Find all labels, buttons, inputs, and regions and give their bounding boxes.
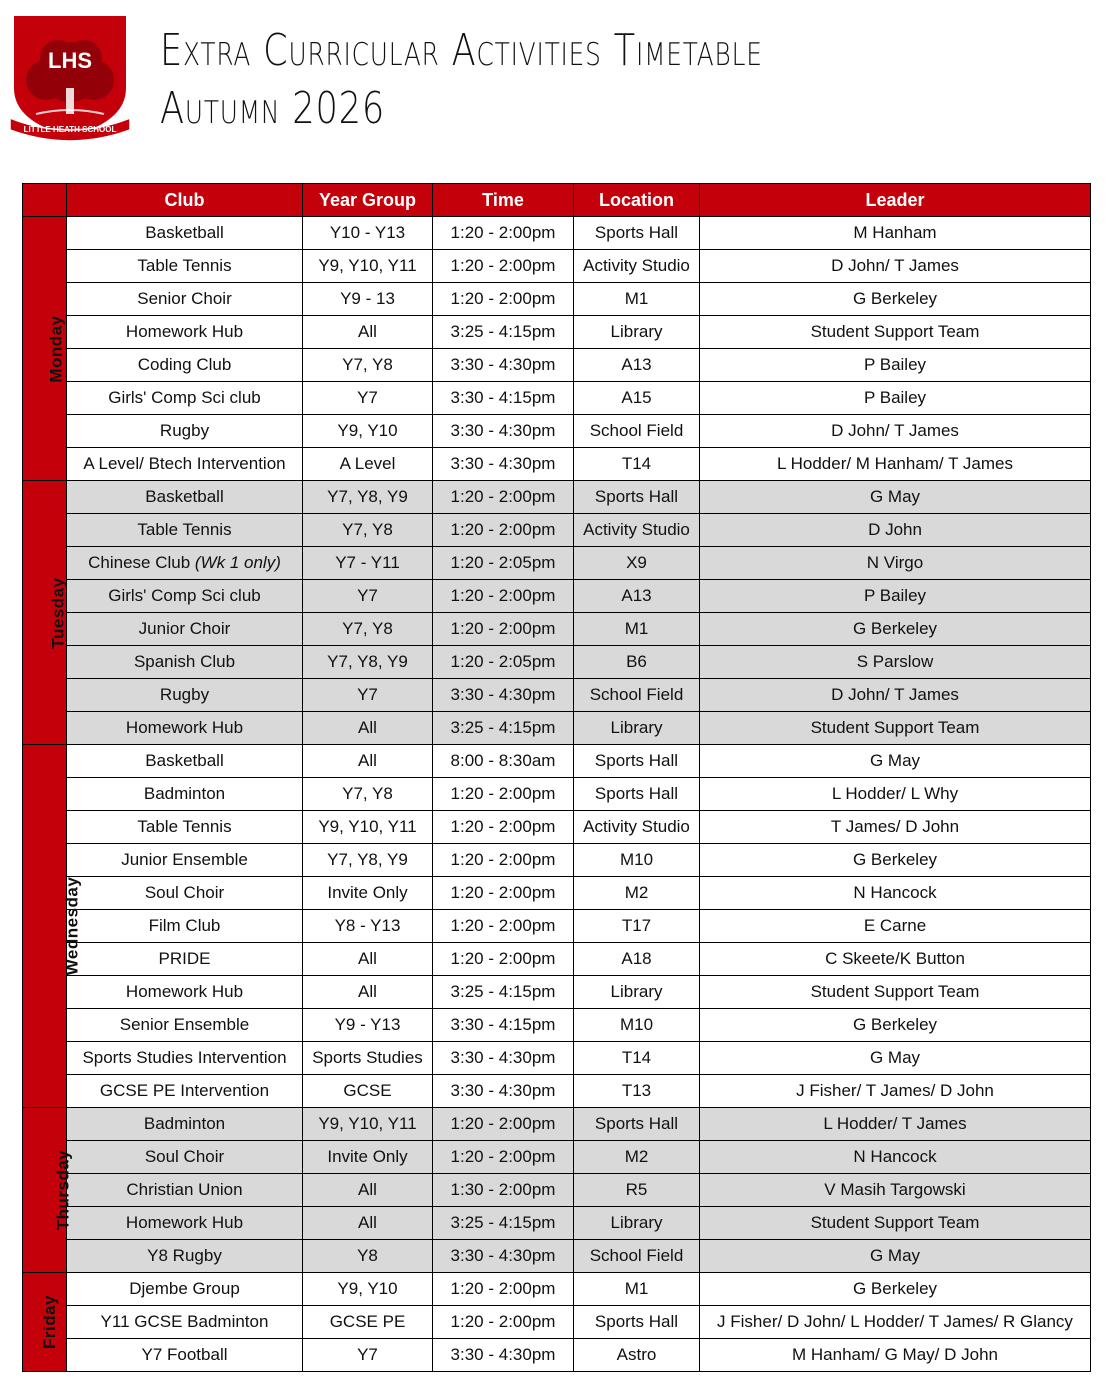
cell-year-group: A Level: [303, 448, 433, 481]
cell-leader: P Bailey: [700, 349, 1091, 382]
club-name: Homework Hub: [125, 322, 244, 341]
cell-year-group: Y7: [303, 580, 433, 613]
cell-leader: D John/ T James: [700, 250, 1091, 283]
cell-time: 1:20 - 2:00pm: [433, 283, 574, 316]
cell-leader: N Hancock: [700, 1141, 1091, 1174]
club-name: Homework Hub: [125, 982, 244, 1001]
cell-time: 3:30 - 4:30pm: [433, 1339, 574, 1372]
cell-club: [67, 514, 303, 547]
cell-leader: G Berkeley: [700, 1273, 1091, 1306]
club-name: Y7 Football: [141, 1345, 228, 1364]
title-line-1: Extra Curricular Activities Timetable: [160, 25, 763, 76]
cell-leader: G Berkeley: [700, 844, 1091, 877]
header-row: [23, 184, 1091, 217]
club-name: Soul Choir: [144, 883, 225, 902]
table-row: [23, 1108, 1091, 1141]
club-name: Homework Hub: [125, 718, 244, 737]
cell-year-group: Y7, Y8: [303, 514, 433, 547]
day-label-text: Monday: [46, 314, 66, 383]
cell-time: 3:25 - 4:15pm: [433, 976, 574, 1009]
club-name: Junior Choir: [138, 619, 231, 638]
logo-initials: LHS: [48, 48, 92, 73]
club-name: Chinese Club: [88, 553, 191, 572]
cell-time: 1:20 - 2:00pm: [433, 481, 574, 514]
cell-location: School Field: [574, 1240, 700, 1273]
cell-club: [67, 481, 303, 514]
cell-time: 1:20 - 2:00pm: [433, 1306, 574, 1339]
club-name: A Level/ Btech Intervention: [83, 454, 286, 473]
header-year-group: Year Group: [303, 184, 433, 217]
cell-club: [67, 349, 303, 382]
table-row: [23, 679, 1091, 712]
cell-club: [67, 283, 303, 316]
cell-time: 1:20 - 2:00pm: [433, 613, 574, 646]
table-row: [23, 547, 1091, 580]
table-row: [23, 580, 1091, 613]
cell-club: [67, 1042, 303, 1075]
page-title: [160, 22, 913, 138]
cell-leader: C Skeete/K Button: [700, 943, 1091, 976]
cell-leader: D John: [700, 514, 1091, 547]
table-row: [23, 1009, 1091, 1042]
cell-location: Sports Hall: [574, 1108, 700, 1141]
cell-year-group: Y7, Y8, Y9: [303, 844, 433, 877]
cell-year-group: Y7, Y8, Y9: [303, 481, 433, 514]
cell-year-group: Y10 - Y13: [303, 217, 433, 250]
cell-location: A15: [574, 382, 700, 415]
cell-leader: G Berkeley: [700, 613, 1091, 646]
cell-time: 3:30 - 4:30pm: [433, 1042, 574, 1075]
table-row: [23, 877, 1091, 910]
cell-leader: M Hanham/ G May/ D John: [700, 1339, 1091, 1372]
table-row: [23, 1042, 1091, 1075]
cell-time: 1:20 - 2:00pm: [433, 778, 574, 811]
cell-club: [67, 1240, 303, 1273]
cell-club: [67, 877, 303, 910]
cell-club: [67, 910, 303, 943]
cell-year-group: Sports Studies: [303, 1042, 433, 1075]
table-row: [23, 415, 1091, 448]
table-row: [23, 976, 1091, 1009]
title-line-2: Autumn 2026: [160, 83, 386, 134]
school-logo: [6, 10, 134, 140]
cell-location: Sports Hall: [574, 217, 700, 250]
cell-year-group: All: [303, 316, 433, 349]
table-row: [23, 481, 1091, 514]
cell-club: [67, 1141, 303, 1174]
cell-leader: P Bailey: [700, 580, 1091, 613]
cell-time: 3:30 - 4:15pm: [433, 1009, 574, 1042]
cell-location: T14: [574, 1042, 700, 1075]
cell-club: [67, 1075, 303, 1108]
cell-club: [67, 382, 303, 415]
cell-club: [67, 1108, 303, 1141]
table-row: [23, 1207, 1091, 1240]
club-name: Table Tennis: [137, 256, 232, 275]
cell-time: 1:20 - 2:00pm: [433, 1108, 574, 1141]
cell-time: 1:20 - 2:00pm: [433, 217, 574, 250]
table-row: [23, 646, 1091, 679]
cell-time: 3:25 - 4:15pm: [433, 712, 574, 745]
cell-time: 3:30 - 4:30pm: [433, 349, 574, 382]
cell-year-group: Y7, Y8: [303, 349, 433, 382]
cell-location: A18: [574, 943, 700, 976]
cell-year-group: Invite Only: [303, 877, 433, 910]
cell-year-group: Y7: [303, 1339, 433, 1372]
cell-location: M10: [574, 844, 700, 877]
cell-time: 3:30 - 4:30pm: [433, 1075, 574, 1108]
cell-leader: G May: [700, 481, 1091, 514]
table-row: [23, 349, 1091, 382]
header-corner: [23, 184, 67, 217]
cell-leader: V Masih Targowski: [700, 1174, 1091, 1207]
cell-leader: P Bailey: [700, 382, 1091, 415]
cell-location: Sports Hall: [574, 1306, 700, 1339]
club-name: Basketball: [145, 487, 224, 506]
table-row: [23, 811, 1091, 844]
club-name: Badminton: [143, 1114, 226, 1133]
cell-leader: G Berkeley: [700, 283, 1091, 316]
cell-leader: M Hanham: [700, 217, 1091, 250]
table-row: [23, 1339, 1091, 1372]
cell-year-group: Y7 - Y11: [303, 547, 433, 580]
cell-year-group: All: [303, 1207, 433, 1240]
club-name: Y8 Rugby: [147, 1246, 222, 1265]
club-name: Film Club: [148, 916, 221, 935]
day-label-text: Tuesday: [48, 576, 68, 649]
table-row: [23, 283, 1091, 316]
club-name: Soul Choir: [144, 1147, 225, 1166]
cell-time: 1:20 - 2:05pm: [433, 547, 574, 580]
cell-leader: Student Support Team: [700, 1207, 1091, 1240]
cell-leader: N Virgo: [700, 547, 1091, 580]
cell-time: 1:20 - 2:00pm: [433, 1273, 574, 1306]
day-label-text: Wednesday: [62, 876, 82, 976]
club-name: Homework Hub: [125, 1213, 244, 1232]
cell-location: R5: [574, 1174, 700, 1207]
cell-time: 1:20 - 2:00pm: [433, 910, 574, 943]
table-row: [23, 316, 1091, 349]
table-row: [23, 844, 1091, 877]
cell-club: [67, 646, 303, 679]
cell-location: T13: [574, 1075, 700, 1108]
cell-year-group: Invite Only: [303, 1141, 433, 1174]
table-row: [23, 613, 1091, 646]
cell-location: M1: [574, 283, 700, 316]
cell-year-group: Y9, Y10: [303, 415, 433, 448]
day-label-tuesday: [23, 481, 67, 745]
cell-time: 1:20 - 2:00pm: [433, 580, 574, 613]
table-row: [23, 712, 1091, 745]
cell-year-group: GCSE: [303, 1075, 433, 1108]
club-name: Girls' Comp Sci club: [108, 586, 261, 605]
club-name: GCSE PE Intervention: [99, 1081, 270, 1100]
cell-club: [67, 976, 303, 1009]
cell-location: Sports Hall: [574, 481, 700, 514]
header-location: Location: [574, 184, 700, 217]
cell-location: M10: [574, 1009, 700, 1042]
cell-year-group: Y9, Y10, Y11: [303, 1108, 433, 1141]
club-name: Rugby: [159, 421, 210, 440]
cell-time: 1:20 - 2:05pm: [433, 646, 574, 679]
cell-club: [67, 712, 303, 745]
cell-time: 1:20 - 2:00pm: [433, 514, 574, 547]
cell-location: Library: [574, 976, 700, 1009]
cell-leader: L Hodder/ L Why: [700, 778, 1091, 811]
day-label-text: Friday: [40, 1294, 60, 1350]
cell-leader: Student Support Team: [700, 976, 1091, 1009]
cell-year-group: Y7: [303, 679, 433, 712]
cell-location: Activity Studio: [574, 811, 700, 844]
cell-leader: D John/ T James: [700, 679, 1091, 712]
club-name: Djembe Group: [129, 1279, 240, 1298]
cell-location: M1: [574, 1273, 700, 1306]
cell-location: T14: [574, 448, 700, 481]
cell-club: [67, 1009, 303, 1042]
cell-year-group: Y9 - Y13: [303, 1009, 433, 1042]
cell-year-group: Y9, Y10, Y11: [303, 250, 433, 283]
club-name: Table Tennis: [137, 817, 232, 836]
cell-club: [67, 679, 303, 712]
cell-club: [67, 580, 303, 613]
cell-time: 3:30 - 4:30pm: [433, 679, 574, 712]
cell-location: School Field: [574, 415, 700, 448]
cell-location: B6: [574, 646, 700, 679]
cell-leader: G Berkeley: [700, 1009, 1091, 1042]
cell-location: School Field: [574, 679, 700, 712]
cell-year-group: Y7, Y8: [303, 778, 433, 811]
cell-time: 3:30 - 4:30pm: [433, 415, 574, 448]
cell-leader: S Parslow: [700, 646, 1091, 679]
cell-leader: G May: [700, 745, 1091, 778]
day-label-monday: [23, 217, 67, 481]
cell-leader: Student Support Team: [700, 712, 1091, 745]
cell-year-group: Y9, Y10, Y11: [303, 811, 433, 844]
cell-club: [67, 448, 303, 481]
cell-location: Sports Hall: [574, 745, 700, 778]
cell-time: 1:20 - 2:00pm: [433, 250, 574, 283]
cell-club: [67, 316, 303, 349]
timetable-body: [23, 217, 1091, 1372]
cell-club: [67, 1273, 303, 1306]
cell-club: [67, 547, 303, 580]
timetable: [22, 183, 1091, 1372]
club-name: PRIDE: [158, 949, 211, 968]
cell-club: [67, 943, 303, 976]
cell-leader: D John/ T James: [700, 415, 1091, 448]
cell-club: [67, 778, 303, 811]
table-row: [23, 1273, 1091, 1306]
cell-club: [67, 250, 303, 283]
cell-location: M2: [574, 1141, 700, 1174]
cell-year-group: Y7, Y8, Y9: [303, 646, 433, 679]
cell-time: 1:20 - 2:00pm: [433, 844, 574, 877]
club-name: Badminton: [143, 784, 226, 803]
cell-club: [67, 1339, 303, 1372]
table-row: [23, 745, 1091, 778]
cell-leader: G May: [700, 1240, 1091, 1273]
cell-leader: Student Support Team: [700, 316, 1091, 349]
cell-time: 1:20 - 2:00pm: [433, 877, 574, 910]
table-row: [23, 448, 1091, 481]
cell-location: Library: [574, 712, 700, 745]
club-name: Junior Ensemble: [121, 850, 248, 869]
cell-club: [67, 844, 303, 877]
cell-location: A13: [574, 580, 700, 613]
club-name: Y11 GCSE Badminton: [100, 1312, 269, 1331]
cell-year-group: All: [303, 745, 433, 778]
cell-club: [67, 745, 303, 778]
club-name: Spanish Club: [133, 652, 236, 671]
table-row: [23, 1141, 1091, 1174]
cell-time: 8:00 - 8:30am: [433, 745, 574, 778]
cell-year-group: All: [303, 1174, 433, 1207]
table-row: [23, 217, 1091, 250]
cell-time: 3:30 - 4:30pm: [433, 1240, 574, 1273]
cell-leader: J Fisher/ D John/ L Hodder/ T James/ R Glancy: [700, 1306, 1091, 1339]
cell-leader: L Hodder/ M Hanham/ T James: [700, 448, 1091, 481]
club-note: (Wk 1 only): [194, 553, 281, 572]
day-label-text: Thursday: [53, 1149, 73, 1231]
table-row: [23, 1075, 1091, 1108]
cell-leader: L Hodder/ T James: [700, 1108, 1091, 1141]
table-row: [23, 250, 1091, 283]
cell-club: [67, 613, 303, 646]
cell-time: 1:20 - 2:00pm: [433, 1141, 574, 1174]
cell-location: M2: [574, 877, 700, 910]
cell-time: 1:20 - 2:00pm: [433, 811, 574, 844]
table-row: [23, 1306, 1091, 1339]
cell-location: M1: [574, 613, 700, 646]
cell-year-group: Y9 - 13: [303, 283, 433, 316]
club-name: Girls' Comp Sci club: [108, 388, 261, 407]
cell-club: [67, 217, 303, 250]
cell-leader: N Hancock: [700, 877, 1091, 910]
table-row: [23, 382, 1091, 415]
header-leader: Leader: [700, 184, 1091, 217]
cell-leader: J Fisher/ T James/ D John: [700, 1075, 1091, 1108]
cell-year-group: Y7: [303, 382, 433, 415]
cell-year-group: All: [303, 976, 433, 1009]
cell-year-group: Y8: [303, 1240, 433, 1273]
club-name: Table Tennis: [137, 520, 232, 539]
cell-club: [67, 1306, 303, 1339]
club-name: Rugby: [159, 685, 210, 704]
club-name: Senior Choir: [137, 289, 232, 308]
cell-leader: T James/ D John: [700, 811, 1091, 844]
cell-location: A13: [574, 349, 700, 382]
header-time: Time: [433, 184, 574, 217]
club-name: Basketball: [145, 223, 224, 242]
cell-time: 1:30 - 2:00pm: [433, 1174, 574, 1207]
club-name: Basketball: [145, 751, 224, 770]
table-row: [23, 1240, 1091, 1273]
cell-year-group: Y9, Y10: [303, 1273, 433, 1306]
cell-time: 3:25 - 4:15pm: [433, 316, 574, 349]
table-row: [23, 778, 1091, 811]
cell-year-group: All: [303, 943, 433, 976]
day-label-wednesday: [23, 745, 82, 1108]
cell-location: Library: [574, 1207, 700, 1240]
club-name: Christian Union: [126, 1180, 243, 1199]
cell-year-group: GCSE PE: [303, 1306, 433, 1339]
cell-leader: E Carne: [700, 910, 1091, 943]
cell-location: Activity Studio: [574, 250, 700, 283]
table-row: [23, 514, 1091, 547]
cell-year-group: All: [303, 712, 433, 745]
header-club: Club: [67, 184, 303, 217]
cell-club: [67, 811, 303, 844]
cell-location: Activity Studio: [574, 514, 700, 547]
club-name: Sports Studies Intervention: [82, 1048, 287, 1067]
cell-location: Sports Hall: [574, 778, 700, 811]
table-row: [23, 910, 1091, 943]
cell-time: 1:20 - 2:00pm: [433, 943, 574, 976]
cell-location: Library: [574, 316, 700, 349]
cell-time: 3:25 - 4:15pm: [433, 1207, 574, 1240]
cell-location: X9: [574, 547, 700, 580]
cell-club: [67, 1174, 303, 1207]
logo-school-name: LITTLE HEATH SCHOOL: [23, 125, 117, 134]
cell-club: [67, 1207, 303, 1240]
club-name: Coding Club: [137, 355, 232, 374]
cell-location: T17: [574, 910, 700, 943]
cell-time: 3:30 - 4:15pm: [433, 382, 574, 415]
club-name: Senior Ensemble: [119, 1015, 250, 1034]
day-label-friday: [23, 1273, 67, 1372]
cell-leader: G May: [700, 1042, 1091, 1075]
day-label-thursday: [23, 1108, 73, 1273]
cell-year-group: Y8 - Y13: [303, 910, 433, 943]
table-row: [23, 1174, 1091, 1207]
cell-club: [67, 415, 303, 448]
table-row: [23, 943, 1091, 976]
cell-year-group: Y7, Y8: [303, 613, 433, 646]
cell-location: Astro: [574, 1339, 700, 1372]
cell-time: 3:30 - 4:30pm: [433, 448, 574, 481]
